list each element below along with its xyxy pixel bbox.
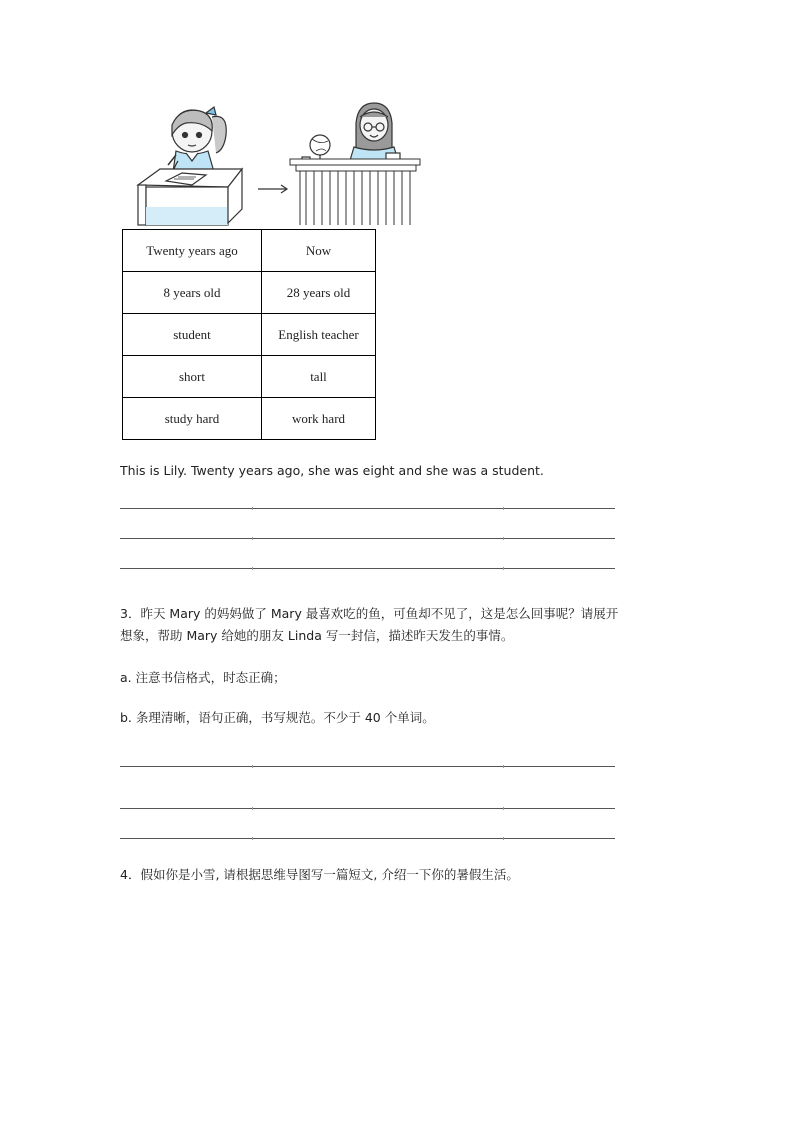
then-now-table [122, 229, 376, 440]
writing-line[interactable] [120, 838, 615, 839]
table-row [123, 356, 376, 398]
illustration-svg [130, 95, 430, 230]
table-row [123, 230, 376, 272]
cell-now: English teacher [262, 314, 376, 356]
cell-now: work hard [262, 398, 376, 440]
q4-prompt: 4．假如你是小雪, 请根据思维导图写一篇短文, 介绍一下你的暑假生活。 [120, 867, 519, 882]
then-now-table-body [123, 230, 376, 440]
arrow-right-icon [258, 185, 287, 193]
q3-prompt-line-1: 3．昨天 Mary 的妈妈做了 Mary 最喜欢吃的鱼，可鱼却不见了，这是怎么回事呢？请展开 [120, 606, 619, 621]
cell-twenty-years-ago: Twenty years ago [123, 230, 262, 272]
teacher-figure [302, 103, 400, 167]
table-row [123, 314, 376, 356]
q3-requirement-b: b. 条理清晰，语句正确，书写规范。不少于 40 个单词。 [120, 710, 435, 725]
cell-twenty-years-ago: student [123, 314, 262, 356]
desk [138, 169, 242, 225]
table-row [123, 398, 376, 440]
q3-prompt-line-2: 想象，帮助 Mary 给她的朋友 Linda 写一封信，描述昨天发生的事情。 [120, 628, 514, 643]
cell-twenty-years-ago: 8 years old [123, 272, 262, 314]
writing-line[interactable] [120, 808, 615, 809]
cell-twenty-years-ago: study hard [123, 398, 262, 440]
q2-starter-sentence: This is Lily. Twenty years ago, she was eight and she was a student. [120, 463, 544, 478]
podium [290, 159, 420, 225]
lily-then-now-illustration [130, 95, 430, 230]
writing-line[interactable] [120, 538, 615, 539]
writing-line[interactable] [120, 568, 615, 569]
writing-line[interactable] [120, 508, 615, 509]
table-row [123, 272, 376, 314]
cell-now: tall [262, 356, 376, 398]
cell-twenty-years-ago: short [123, 356, 262, 398]
q3-requirement-a: a. 注意书信格式，时态正确； [120, 670, 286, 685]
cell-now: 28 years old [262, 272, 376, 314]
writing-line[interactable] [120, 766, 615, 767]
cell-now: Now [262, 230, 376, 272]
